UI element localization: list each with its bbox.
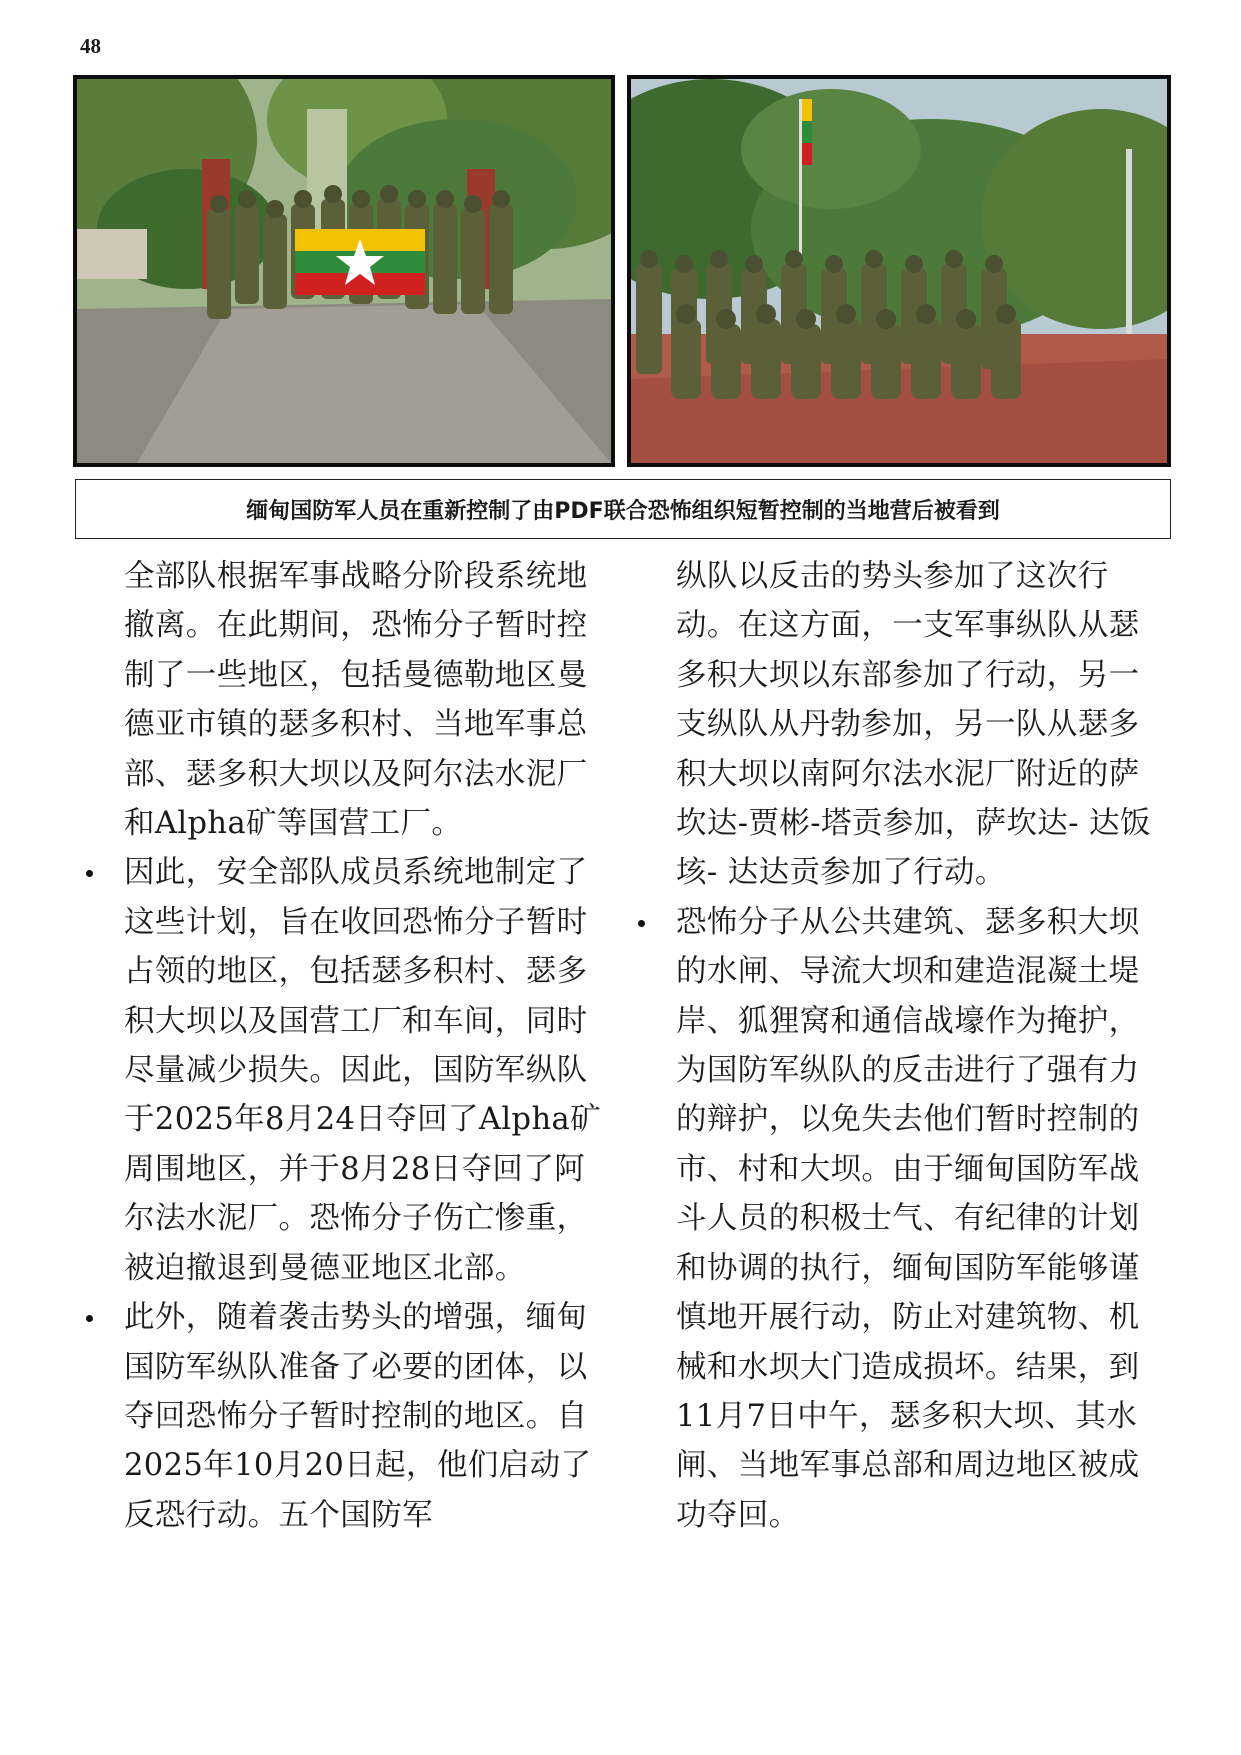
bullet-icon: [86, 1315, 93, 1322]
bullet-text: 因此，安全部队成员系统地制定了这些计划，旨在收回恐怖分子暂时占领的地区，包括瑟多积村、瑟多积大坝以及国营工厂和车间，同时尽量减少损失。因此，国防军纵队于2025年8月24日夺回了Alpha矿周围地区，并于8月28日夺回了阿尔法水泥厂。恐怖分子伤亡惨重，被迫撤退到曼德亚地区北部。: [124, 855, 601, 1286]
bullet-item: [124, 1293, 604, 1540]
right-column: [676, 552, 1162, 1540]
bullet-icon: [638, 920, 645, 927]
page-number: 48: [80, 34, 101, 58]
bullet-text: 此外，随着袭击势头的增强，缅甸国防军纵队准备了必要的团体，以夺回恐怖分子暂时控制的地区。自2025年10月20日起，他们启动了反恐行动。五个国防军: [124, 1300, 592, 1533]
photo-soldiers-with-flag: [73, 75, 615, 467]
bullet-list: [124, 848, 604, 1540]
photo-left-image: [77, 79, 611, 463]
bullet-icon: [86, 870, 93, 877]
body-paragraph: 纵队以反击的势头参加了这次行动。在这方面，一支军事纵队从瑟多积大坝以东部参加了行动，另一支纵队从丹勃参加，另一队从瑟多积大坝以南阿尔法水泥厂附近的萨坎达-贾彬-塔贡参加，萨坎达- 达饭垓- 达达贡参加了行动。: [676, 559, 1151, 891]
photo-right-image: [631, 79, 1167, 463]
body-paragraph: 全部队根据军事战略分阶段系统地撤离。在此期间，恐怖分子暂时控制了一些地区，包括曼德勒地区曼德亚市镇的瑟多积村、当地军事总部、瑟多积大坝以及阿尔法水泥厂和Alpha矿等国营工厂。: [124, 559, 588, 842]
left-column: [124, 552, 604, 1540]
photo-caption: 缅甸国防军人员在重新控制了由PDF联合恐怖组织短暂控制的当地营后被看到: [75, 479, 1171, 539]
bullet-item: [676, 898, 1162, 1540]
photo-soldiers-formation: [627, 75, 1171, 467]
bullet-text: 恐怖分子从公共建筑、瑟多积大坝的水闸、导流大坝和建造混凝土堤岸、狐狸窝和通信战壕作为掩护，为国防军纵队的反击进行了强有力的辩护，以免失去他们暂时控制的市、村和大坝。由于缅甸国防军战斗人员的积极士气、有纪律的计划和协调的执行，缅甸国防军能够谨慎地开展行动，防止对建筑物、机械和水坝大门造成损坏。结果，到11月7日中午，瑟多积大坝、其水闸、当地军事总部和周边地区被成功夺回。: [676, 904, 1140, 1533]
bullet-item: [124, 848, 604, 1293]
bullet-list: [676, 898, 1162, 1540]
